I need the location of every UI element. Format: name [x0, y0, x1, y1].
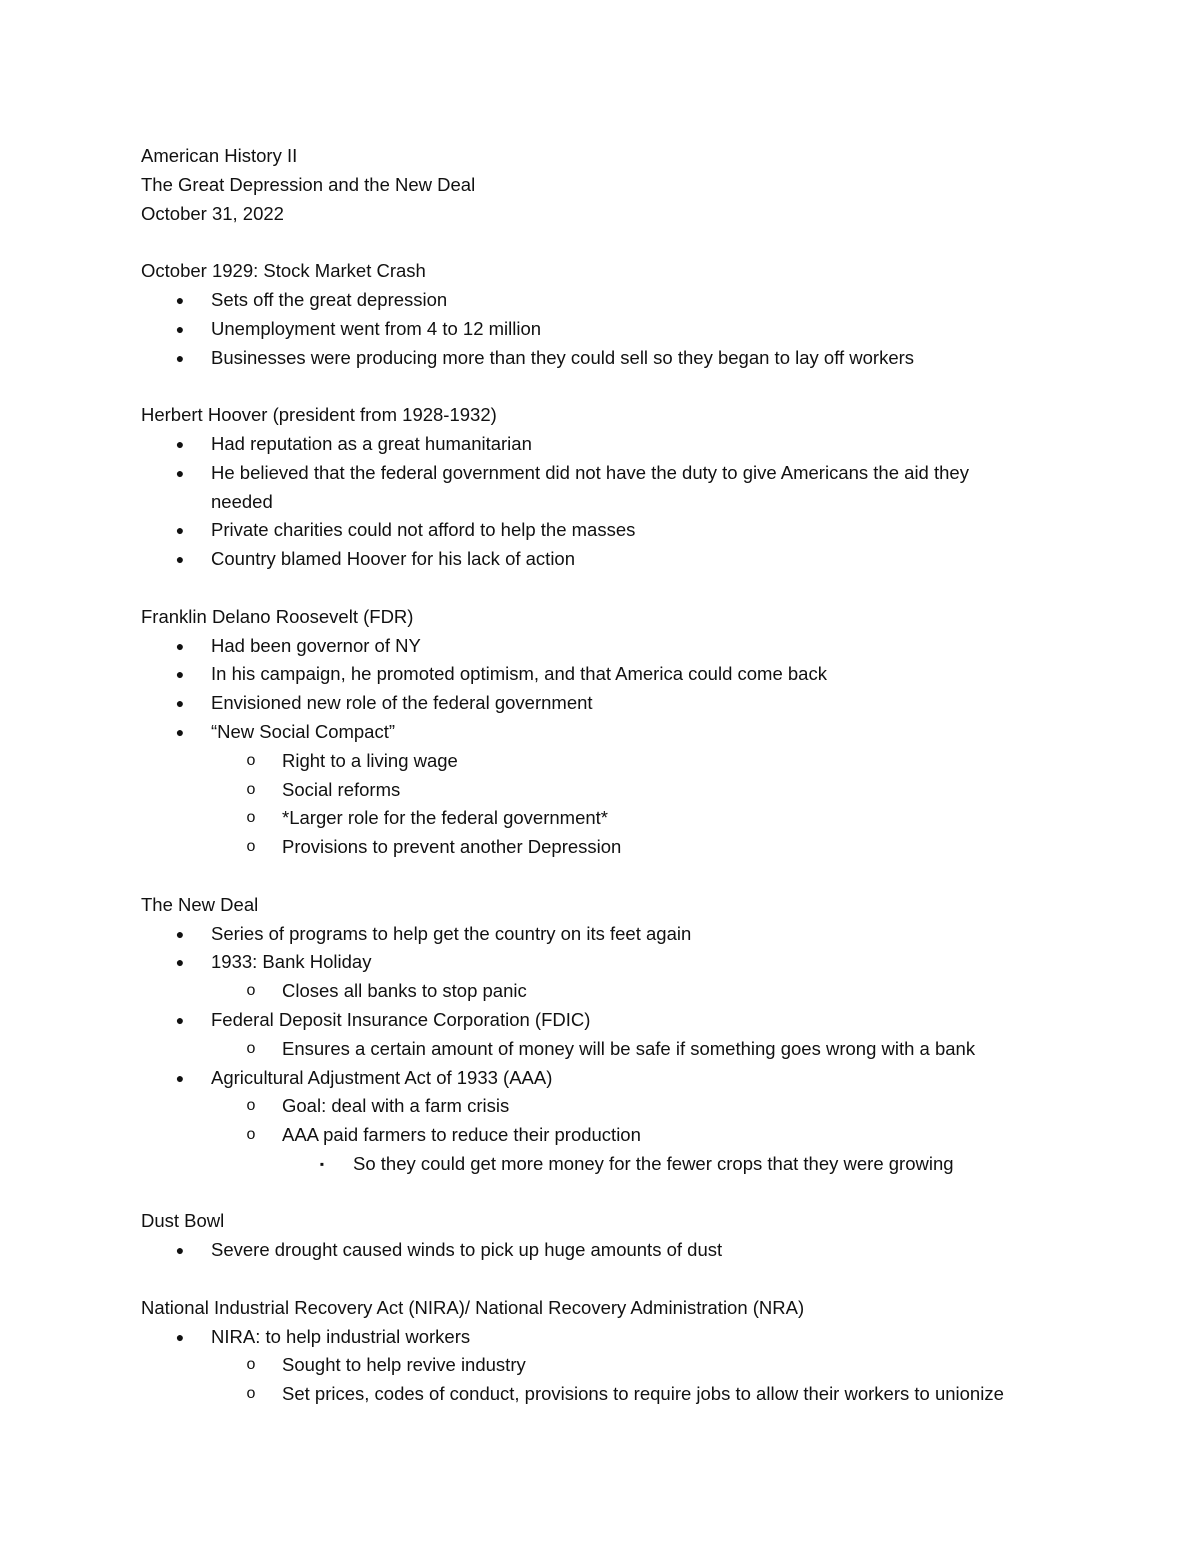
notes-body	[141, 257, 1141, 1409]
section-heading: Franklin Delano Roosevelt (FDR)	[141, 605, 414, 627]
section-heading: National Industrial Recovery Act (NIRA)/ National Recovery Administration (NRA)	[141, 1296, 805, 1318]
list-item-continuation	[141, 488, 1141, 517]
list-item	[141, 660, 1141, 689]
list-item-text: Federal Deposit Insurance Corporation (FDIC)	[211, 1008, 591, 1030]
sub-bullet-marker-icon: o	[246, 1356, 256, 1374]
sub-bullet-marker-icon: o	[246, 1126, 256, 1144]
sub-list-item	[141, 747, 1141, 776]
sub-bullet-marker-icon: o	[246, 982, 256, 1000]
list-item-text: Had been governor of NY	[211, 634, 421, 656]
list-item	[141, 1323, 1141, 1352]
list-item-text: Envisioned new role of the federal government	[211, 692, 593, 714]
list-item-text: NIRA: to help industrial workers	[211, 1325, 471, 1347]
list-item	[141, 948, 1141, 977]
sub-list-item	[141, 1351, 1141, 1380]
list-item	[141, 459, 1141, 488]
sub-bullet-marker-icon: o	[246, 780, 256, 798]
list-item-text: Sought to help revive industry	[282, 1354, 526, 1376]
list-item-text: Closes all banks to stop panic	[282, 980, 527, 1002]
list-item-text: Social reforms	[282, 778, 401, 800]
sub-list-item	[141, 1035, 1141, 1064]
bullet-marker-icon: ●	[175, 464, 185, 481]
document-page	[141, 142, 1141, 1409]
sub-sub-list-item	[141, 1150, 1141, 1179]
list-item-text: Severe drought caused winds to pick up huge amounts of dust	[211, 1239, 723, 1261]
spacer	[141, 574, 1141, 603]
bullet-marker-icon: ●	[175, 1242, 185, 1259]
sub-bullet-marker-icon: o	[246, 1097, 256, 1115]
square-bullet-marker-icon: ▪	[319, 1156, 325, 1171]
spacer	[141, 372, 1141, 401]
list-item	[141, 920, 1141, 949]
list-item	[141, 286, 1141, 315]
notes-section	[141, 603, 1141, 891]
list-item	[141, 1236, 1141, 1265]
sub-bullet-marker-icon: o	[246, 838, 256, 856]
list-item-text: Unemployment went from 4 to 12 million	[211, 317, 542, 339]
list-item-text: “New Social Compact”	[211, 720, 396, 742]
bullet-marker-icon: ●	[175, 522, 185, 539]
bullet-marker-icon: ●	[175, 1328, 185, 1345]
bullet-marker-icon: ●	[175, 637, 185, 654]
bullet-marker-icon: ●	[175, 291, 185, 308]
spacer	[141, 228, 1141, 257]
list-item-text: Right to a living wage	[282, 749, 458, 771]
list-item-text: Provisions to prevent another Depression	[282, 836, 622, 858]
sub-list-item	[141, 1380, 1141, 1409]
section-heading: The New Deal	[141, 893, 259, 915]
list-item-text: Had reputation as a great humanitarian	[211, 432, 532, 454]
notes-section	[141, 1207, 1141, 1293]
spacer	[141, 1265, 1141, 1294]
lecture-date: October 31, 2022	[141, 202, 284, 224]
list-item-text: Businesses were producing more than they could sell so they began to lay off workers	[211, 346, 915, 368]
notes-section	[141, 891, 1141, 1208]
bullet-marker-icon: ●	[175, 1011, 185, 1028]
list-item-text: In his campaign, he promoted optimism, and that America could come back	[211, 663, 827, 685]
notes-section	[141, 401, 1141, 603]
list-item-text: Set prices, codes of conduct, provisions to require jobs to allow their workers to unionize	[282, 1383, 1004, 1405]
spacer	[141, 862, 1141, 891]
list-item	[141, 545, 1141, 574]
sub-list-item	[141, 1121, 1141, 1150]
bullet-marker-icon: ●	[175, 551, 185, 568]
bullet-marker-icon: ●	[175, 435, 185, 452]
list-item-text: AAA paid farmers to reduce their production	[282, 1124, 641, 1146]
list-item-text: needed	[211, 490, 273, 512]
bullet-marker-icon: ●	[175, 954, 185, 971]
course-title: American History II	[141, 145, 298, 166]
bullet-marker-icon: ●	[175, 349, 185, 366]
spacer	[141, 1179, 1141, 1208]
sub-list-item	[141, 776, 1141, 805]
list-item-text: Sets off the great depression	[211, 288, 448, 310]
bullet-marker-icon: ●	[175, 695, 185, 712]
sub-list-item	[141, 804, 1141, 833]
list-item-text: Series of programs to help get the country on its feet again	[211, 922, 692, 944]
list-item-text: So they could get more money for the fewer crops that they were growing	[353, 1152, 954, 1174]
sub-bullet-marker-icon: o	[246, 751, 256, 769]
list-item-text: *Larger role for the federal government*	[282, 807, 608, 829]
bullet-marker-icon: ●	[175, 925, 185, 942]
lecture-topic: The Great Depression and the New Deal	[141, 173, 476, 195]
list-item	[141, 430, 1141, 459]
list-item	[141, 344, 1141, 373]
list-item-text: Agricultural Adjustment Act of 1933 (AAA)	[211, 1066, 553, 1088]
list-item-text: Ensures a certain amount of money will be safe if something goes wrong with a bank	[282, 1037, 976, 1059]
list-item	[141, 315, 1141, 344]
list-item	[141, 1064, 1141, 1093]
list-item-text: He believed that the federal government did not have the duty to give Americans the aid they	[211, 461, 969, 483]
list-item	[141, 1006, 1141, 1035]
bullet-marker-icon: ●	[175, 320, 185, 337]
bullet-marker-icon: ●	[175, 666, 185, 683]
section-heading: Herbert Hoover (president from 1928-1932)	[141, 404, 497, 426]
notes-section	[141, 1294, 1141, 1409]
sub-list-item	[141, 833, 1141, 862]
bullet-marker-icon: ●	[175, 723, 185, 740]
list-item	[141, 632, 1141, 661]
sub-bullet-marker-icon: o	[246, 1385, 256, 1403]
section-heading: Dust Bowl	[141, 1210, 225, 1232]
list-item	[141, 516, 1141, 545]
sub-list-item	[141, 977, 1141, 1006]
list-item	[141, 718, 1141, 747]
section-heading: October 1929: Stock Market Crash	[141, 260, 426, 282]
notes-section	[141, 257, 1141, 401]
list-item-text: Country blamed Hoover for his lack of action	[211, 548, 576, 570]
bullet-marker-icon: ●	[175, 1069, 185, 1086]
sub-list-item	[141, 1092, 1141, 1121]
sub-bullet-marker-icon: o	[246, 1039, 256, 1057]
list-item-text: Goal: deal with a farm crisis	[282, 1095, 510, 1117]
list-item-text: Private charities could not afford to help the masses	[211, 519, 636, 541]
sub-bullet-marker-icon: o	[246, 809, 256, 827]
list-item-text: 1933: Bank Holiday	[211, 951, 372, 973]
list-item	[141, 689, 1141, 718]
